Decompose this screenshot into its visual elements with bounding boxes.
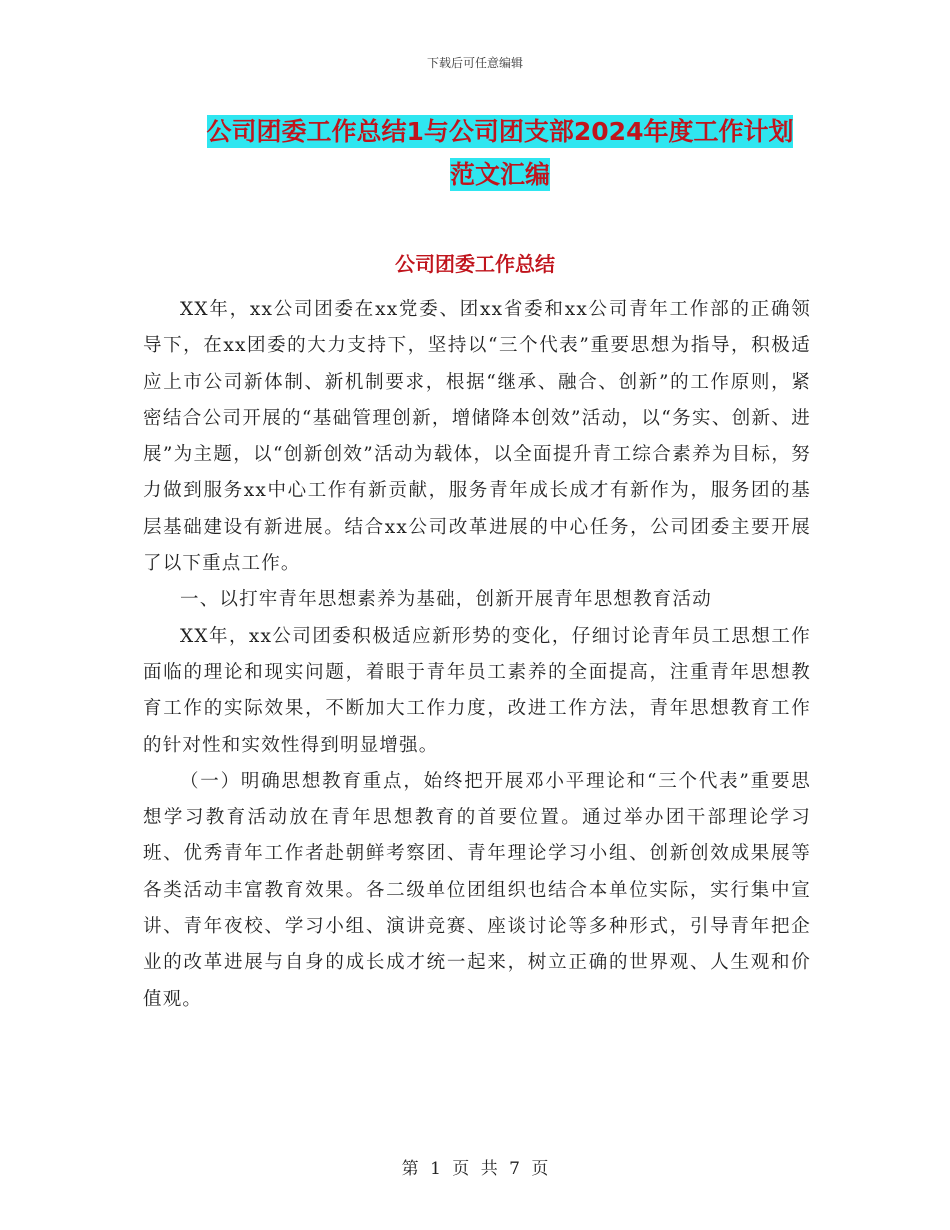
title-line-1: 公司团委工作总结1与公司团支部2024年度工作计划 bbox=[206, 117, 794, 146]
header-note: 下载后可任意编辑 bbox=[426, 56, 523, 70]
paragraph-ideology: XX年，xx公司团委积极适应新形势的变化，仔细讨论青年员工思想工作面临的理论和现实问题，着眼于青年员工素养的全面提高，注重青年思想教育工作的实际效果，不断加大工作力度，改进工作方法，青年思想教育工作的针对性和实效性得到明显增强。 bbox=[143, 625, 811, 756]
page-footer: 第 1 页 共 7 页 bbox=[401, 1159, 549, 1179]
paragraph-subsection-1: （一）明确思想教育重点，始终把开展邓小平理论和“三个代表”重要思想学习教育活动放在青年思想教育的首要位置。通过举办团干部理论学习班、优秀青年工作者赴朝鲜考察团、青年理论学习小组、创新创效成果展等各类活动丰富教育效果。各二级单位团组织也结合本单位实际，实行集中宣讲、青年夜校、学习小组、演讲竞赛、座谈讨论等多种形式，引导青年把企业的改革进展与自身的成长成才统一起来，树立正确的世界观、人生观和价值观。 bbox=[143, 770, 811, 1010]
section-title: 公司团委工作总结 bbox=[395, 252, 555, 276]
paragraph-heading-1: 一、以打牢青年思想素养为基础，创新开展青年思想教育活动 bbox=[180, 589, 712, 611]
document-title bbox=[150, 110, 850, 196]
title-line-2: 范文汇编 bbox=[449, 160, 550, 189]
paragraph-intro: XX年，xx公司团委在xx党委、团xx省委和xx公司青年工作部的正确领导下，在xx团委的大力支持下，坚持以“三个代表”重要思想为指导，积极适应上市公司新体制、新机制要求，根据“继承、融合、创新”的工作原则，紧密结合公司开展的“基础管理创新，增储降本创效”活动，以“务实、创新、进展”为主题，以“创新创效”活动为载体，以全面提升青工综合素养为目标，努力做到服务xx中心工作有新贡献，服务青年成长成才有新作为，服务团的基层基础建设有新进展。结合xx公司改革进展的中心任务，公司团委主要开展了以下重点工作。 bbox=[143, 299, 811, 575]
document-body bbox=[143, 292, 811, 1018]
